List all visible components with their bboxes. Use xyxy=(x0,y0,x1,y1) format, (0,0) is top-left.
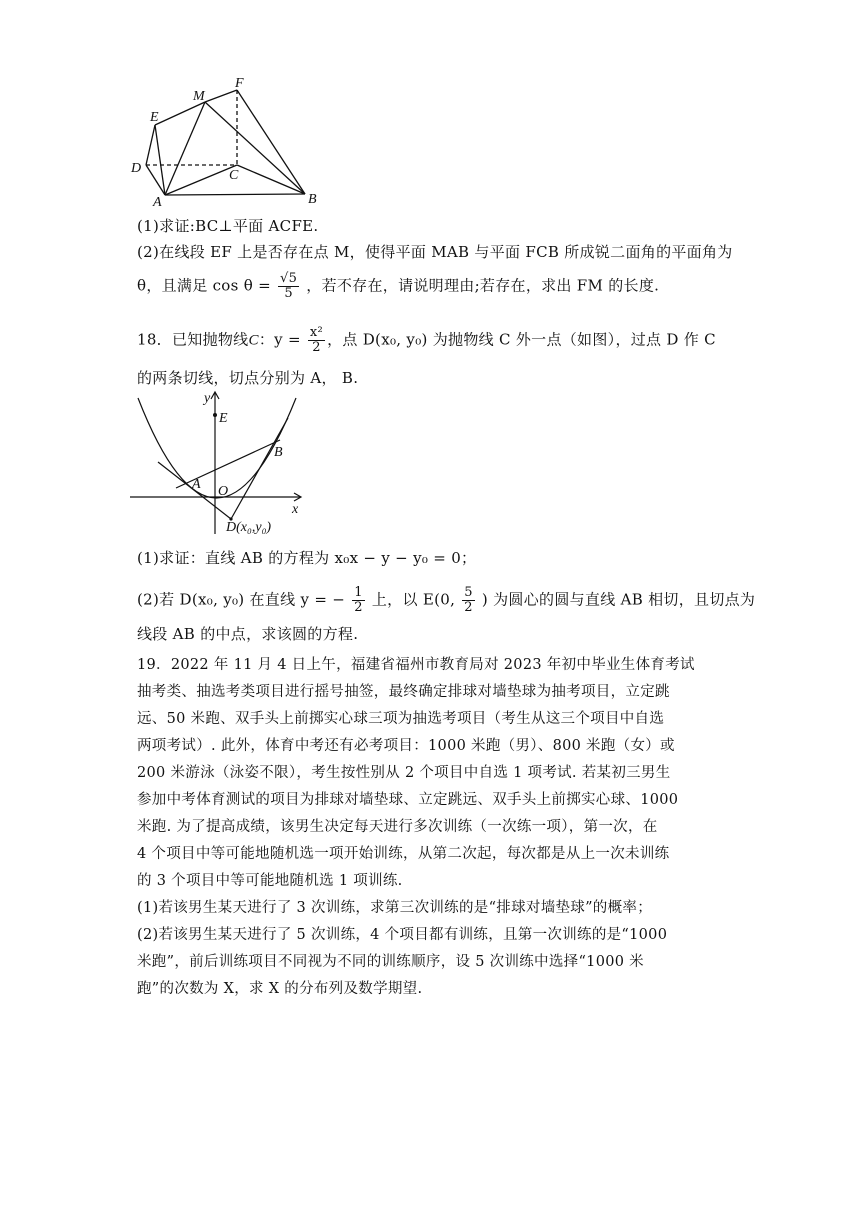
q19-part2-line1: (2)若该男生某天进行了 5 次训练，4 个项目都有训练，且第一次训练的是“1000 xyxy=(137,927,668,943)
q17-cos-prefix: θ，且满足 cos θ = xyxy=(137,276,271,295)
point-A-label: A xyxy=(192,477,201,492)
cos-fraction xyxy=(278,272,299,301)
q19-block xyxy=(137,652,695,1003)
q18-intro-a: 18．已知抛物线 xyxy=(137,330,249,349)
q19-line: 远、50 米跑、双手头上前掷实心球三项为抽选考项目（考生从这三个项目中自选 xyxy=(137,711,665,727)
label-M: M xyxy=(193,89,205,104)
q19-part2-line2: 米跑”，前后训练项目不同视为不同的训练顺序，设 5 次训练中选择“1000 米 xyxy=(137,954,644,970)
parabola-numerator: x² xyxy=(309,325,324,340)
q18-p2-post: ) 为圆心的圆与直线 AB 相切，且切点为 xyxy=(481,590,756,609)
q17-part1: (1)求证:BC⊥平面 ACFE. xyxy=(137,217,319,235)
e-fraction xyxy=(462,586,475,615)
label-D: D xyxy=(131,161,142,176)
q18-part1: (1)求证：直线 AB 的方程为 x₀x − y − y₀ = 0； xyxy=(137,549,477,567)
label-A: A xyxy=(153,195,162,207)
q19-line: 抽考类、抽选考类项目进行摇号抽签，最终确定排球对墙垫球为抽考项目，立定跳 xyxy=(137,684,670,700)
origin-O-label: O xyxy=(218,484,229,499)
label-E: E xyxy=(150,110,159,125)
e-denominator: 2 xyxy=(464,600,473,615)
q19-line: 4 个项目中等可能地随机选一项开始训练，从第二次起，每次都是从上一次未训练 xyxy=(137,846,670,862)
axis-y-label: y xyxy=(204,391,211,406)
label-C: C xyxy=(229,168,239,183)
q17-cos-suffix: ，若不存在，请说明理由;若存在，求出 FM 的长度. xyxy=(306,276,660,295)
point-B-label: B xyxy=(274,445,283,460)
q17-part2-line1: (2)在线段 EF 上是否存在点 M，使得平面 MAB 与平面 FCB 所成锐二面角的平面角为 xyxy=(137,243,733,261)
parabola-fraction xyxy=(308,326,325,355)
q19-part1: (1)若该男生某天进行了 3 次训练，求第三次训练的是“排球对墙垫球”的概率； xyxy=(137,900,653,916)
q19-line: 的 3 个项目中等可能地随机选 1 项训练. xyxy=(137,873,403,889)
label-B: B xyxy=(308,192,317,207)
q18-intro-line1 xyxy=(137,326,716,355)
label-F: F xyxy=(235,76,244,91)
half-fraction xyxy=(352,586,365,615)
q18-intro-b: ，点 D(x₀, y₀) 为抛物线 C 外一点（如图），过点 D 作 C xyxy=(327,330,716,349)
axis-x-label: x xyxy=(292,502,299,517)
half-numerator: 1 xyxy=(354,585,363,600)
q19-part2-line3: 跑”的次数为 X，求 X 的分布列及数学期望. xyxy=(137,981,423,997)
q18-p2-mid: 上，以 E(0, xyxy=(371,590,456,609)
q18-intro-line2: 的两条切线，切点分别为 A， B. xyxy=(137,369,359,387)
q19-line: 米跑. 为了提高成绩，该男生决定每天进行多次训练（一次练一项），第一次，在 xyxy=(137,819,658,835)
q18-part2-line2: 线段 AB 的中点，求该圆的方程. xyxy=(137,625,359,643)
q18-C: C xyxy=(248,332,259,349)
q18-p2-pre: (2)若 D(x₀, y₀) 在直线 y = − xyxy=(137,590,346,609)
q17-part2-line2 xyxy=(137,272,659,301)
q19-line: 两项考试）. 此外，体育中考还有必考项目：1000 米跑（男）、800 米跑（女）或 xyxy=(137,738,675,754)
solid-geometry-figure xyxy=(125,72,325,207)
parabola-denominator: 2 xyxy=(312,340,321,355)
q18-colon-y: ：y = xyxy=(258,330,301,349)
q18-part2-line1 xyxy=(137,586,755,615)
point-D-label: D(x₀,y₀) xyxy=(226,520,272,535)
q19-line: 200 米游泳（泳姿不限），考生按性别从 2 个项目中自选 1 项考试. 若某初三男生 xyxy=(137,765,671,781)
point-E-label: E xyxy=(219,411,228,426)
parabola-figure xyxy=(128,388,310,536)
q19-line: 参加中考体育测试的项目为排球对墙垫球、立定跳远、双手头上前掷实心球、1000 xyxy=(137,792,679,808)
q19-line: 19．2022 年 11 月 4 日上午，福建省福州市教育局对 2023 年初中毕业生体育考试 xyxy=(137,657,695,673)
e-numerator: 5 xyxy=(464,585,473,600)
cos-denominator: 5 xyxy=(284,286,293,301)
cos-numerator: √5 xyxy=(280,271,298,286)
half-denominator: 2 xyxy=(354,600,363,615)
